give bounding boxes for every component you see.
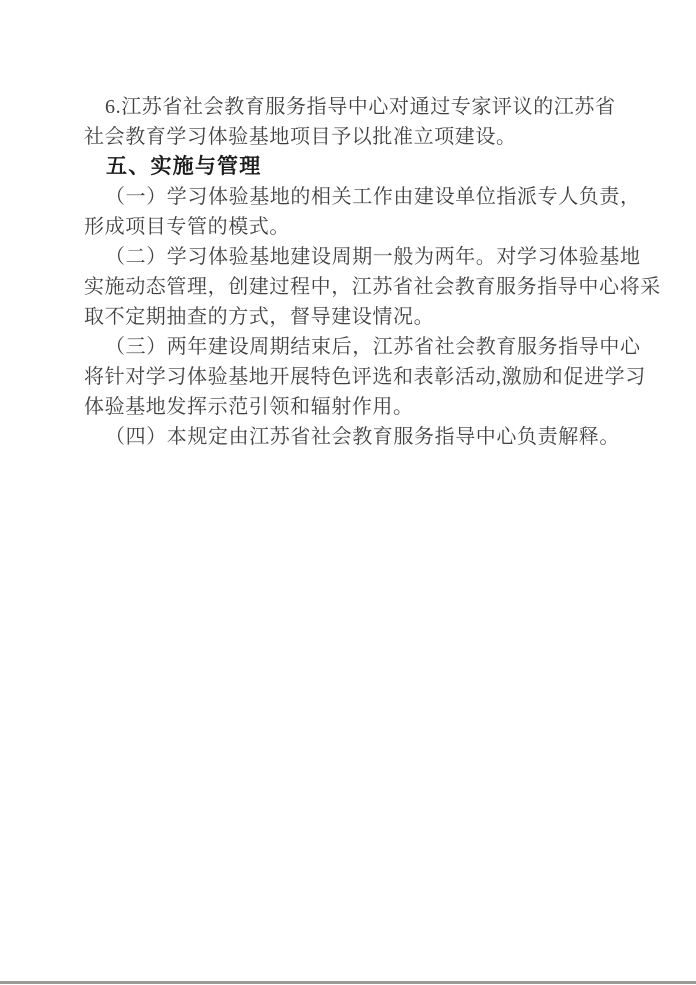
page-bottom-edge-bar bbox=[0, 981, 696, 984]
item-2-line-3: 取不定期抽查的方式，督导建设情况。 bbox=[84, 306, 435, 328]
item-2-line-1: （二）学习体验基地建设周期一般为两年。对学习体验基地 bbox=[105, 246, 641, 268]
item-3-line-3: 体验基地发挥示范引领和辐射作用。 bbox=[84, 396, 414, 418]
item-1-line-2: 形成项目专管的模式。 bbox=[84, 216, 290, 238]
paragraph-6-line-1: 6.江苏省社会教育服务指导中心对通过专家评议的江苏省 bbox=[105, 96, 616, 118]
paragraph-6-line-2: 社会教育学习体验基地项目予以批准立项建设。 bbox=[84, 126, 517, 148]
item-2-line-2: 实施动态管理，创建过程中，江苏省社会教育服务指导中心将采 bbox=[84, 276, 661, 298]
item-3-line-1: （三）两年建设周期结束后，江苏省社会教育服务指导中心 bbox=[105, 336, 641, 358]
section-heading-5: 五、实施与管理 bbox=[106, 155, 262, 178]
document-text-block bbox=[84, 92, 664, 452]
item-3-line-2: 将针对学习体验基地开展特色评选和表彰活动,激励和促进学习 bbox=[84, 366, 646, 388]
item-4-line-1: （四）本规定由江苏省社会教育服务指导中心负责解释。 bbox=[105, 426, 620, 448]
item-1-line-1: （一）学习体验基地的相关工作由建设单位指派专人负责， bbox=[105, 186, 641, 208]
